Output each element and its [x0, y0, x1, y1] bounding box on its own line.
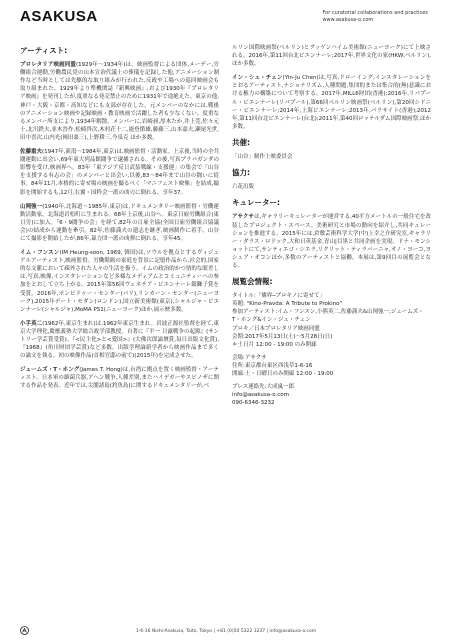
- artist-bio: (IM Heung-soon, 1969, 韓国)は,ソウルを拠点とするヴィジュアルアーティスト,映画監督。労働階級の家庭を背景に記憶作品から,社会的,国家的な文脈において疎外された人々の生活を扱う。イムの政治的かつ情的な眼差しは,写真,映像,インスタレーションなど多様なメディアムとコミュニティーへの参加をとおして立ち上がる。2015年第56回ヴェネチア・ビエンナーレ銀獅子賞を受賞。2016年,ポンピドゥー・センター(パリ),リンカーン・センター(ニューヨーク),2015年デート・モダン(ロンドン),国立新美術館(東京),シャルジャ・ビエンナーレ(シャルジャ),MoMA PS1(ニューヨーク)ほか,展示歴多数。: [20, 250, 220, 313]
- footer-address: 1-6-16 Nishi-Asakusa, Taito, Tokyo | +81 (0)50 5322 3237 | info@asakusa-o.com: [135, 629, 317, 634]
- artists-heading: アーティスト:: [20, 46, 68, 55]
- co-organizer-heading: 共催:: [232, 137, 250, 147]
- artist-name: 佐藤重夫: [20, 149, 43, 156]
- artist-entry: [20, 366, 219, 390]
- press-contact: プレス連絡先:大成嵐一郎: [232, 384, 294, 391]
- artist-entry: [20, 203, 219, 243]
- exhibition-artists: 参加アーティスト:イム・フンスン,小熊英二,佐藤満夫&山岡強一,ジェームズ・T・ホング&イン・ジュ・チェン: [232, 309, 424, 324]
- press-email[interactable]: info@asakusa-o.com: [232, 392, 290, 399]
- cooperation-heading: 協力:: [232, 168, 250, 178]
- exhibition-venue: 会場:アサクサ: [232, 354, 267, 361]
- artist-bio: (1962年,東京生まれ)は,1962年東京生まれ。岩波正源社監督を経て,東京大学理化,慶應義塾大学総合政学部教授。自著に『平一 日露戦争の起源』(サントリー学芸賞受賞)、『<民主化>と<愛国>』(大佛次郎論壇賞,毎日出版文化賞),『1968』(角川財団学芸賞)など多数。出版学理論新学者から映画作品まで多くの論文を執る。初の映像作品(首相官邸の前で)(2015年)を完成させた。: [20, 320, 219, 360]
- curator-bio: [232, 213, 431, 270]
- press-phone[interactable]: 090-6346-3232: [232, 400, 275, 407]
- artist-entry: [20, 61, 219, 142]
- exhibition-dates: 会期:2017年5月13日(土)〜5月28日(日): [232, 333, 333, 340]
- exhibition-english-title: 英題: "Kino-Pravda: A Tribute to Prokino": [232, 301, 342, 308]
- exhibition-opening-hours: 開廊:土・日曜日のみ開廊 12:00 - 19:00: [232, 371, 334, 377]
- artist-entry: [232, 74, 431, 131]
- right-column: [232, 44, 431, 413]
- artist-bio: (1940年,北海道〜1985年,東京)は,ドキュメンタリー映画監督・労働運動活動家。北海道岩松町に生まれる。68年上京後,山谷へ。東京日雇労働組合(東日労)に加入。「6・9闘争の会」を経て,82年の日雇全協(全国日雇労働組合協議会)の結成から運動を牽引。82年,佐藤満夫の遺志を継ぎ,映画制作に着手。山谷にて撮影を開始したが,86年,暴力団一派の凶弾に倒れる。享年45。: [20, 203, 219, 242]
- exhibition-title: タイトル:「燐界─プロキノに寄せて」: [232, 293, 325, 300]
- curator-heading: キュレーター:: [232, 198, 280, 208]
- artist-entry: [20, 320, 219, 360]
- artist-name: 山岡強一: [20, 203, 43, 210]
- cooperation-name: 六花出版: [232, 184, 255, 191]
- artist-name: ジェームズ・T・ホング: [20, 367, 80, 374]
- artist-name: イム・フンスン: [20, 250, 60, 257]
- asakusa-logo: ASAKUSA: [20, 8, 98, 25]
- tagline-website[interactable]: www.asakusa-o.com: [322, 17, 374, 23]
- artist-name: 小手英二: [20, 320, 43, 327]
- exhibition-info-list: [232, 292, 431, 407]
- continued-bio: ルリン国際映画祭(ベルリン)とグッゲンハイム美術館(ニューヨーク)にて上映される。2016年,第11回台北ビエンナーレ;2017年,世界文化の家(HKW,ベルリン),ほか多数。: [232, 45, 431, 68]
- curator-name: アサクサ: [232, 214, 254, 221]
- exhibition-info-heading: 展覧会情報:: [232, 277, 273, 287]
- co-organizer-list: [232, 153, 431, 161]
- left-column: [20, 47, 219, 397]
- exhibition-address: 住所:東京都台東区西浅草1-6-16: [232, 362, 313, 369]
- artist-bio: (1947年,新潟〜1984年,東京)は,映画監督・活動家。上京後,当時の全共闘運動に出会い,69年東大列品館闘争で逮捕される。その後,写真プラバガンダの影響を受け,映画界へ。83年「東アジア反日武装戦線・支援運」の集会で「山谷を支援する有志の会」のメンバーと出会い,以後,83〜84年まで山谷の闘いに従事。84年11月,本格的に寄せ場の映画を撮るべく「マニフェスト映像」を結成,撮影を開始するも,12月,右翼・国粋会一派の凶刃に倒れる。享年37。: [20, 149, 219, 196]
- co-organizer-name: 「山谷」制作上映委員会: [232, 154, 293, 161]
- artist-bio: (James T. Hong)は,台湾に拠点を置く映画監督・アーティスト。日本軍の細菌兵器,アヘン戦争,人種差別,またハイデガーやスピノザに関する作品を発表。近年では,尖閣諸島(釣魚島)に関するドキュメンタリーが,ベ: [20, 367, 219, 390]
- curator-text: は,ギャラリーキュレーターが運営する,40平方メートルの一般住宅を改装したプロジェクト・スペース。美術研究と市場の動向を紹介し,共同キュレーションを推進する。2015年には,倉敷芸術科学大学(中)上幸之介研究室,ギャラリー・ダラス・ロドック,大和日英基金,青山|目黒と共同企画を実現。ドナ・モンショットにて,サンティエゴ・シエラ,リクリット・ティラバーニャ,オノ・ヨーコ,ヨシュア・オコンほか,多数のアーティストと協働。本展は,第9回目の展覧会となる。: [232, 214, 432, 269]
- artist-entry: [20, 148, 219, 197]
- tagline-text: For curatorial collaborations and practices: [322, 10, 428, 16]
- artist-name: プロレタリア映画同盟: [20, 62, 76, 69]
- artist-bio: (Yin-Ju Chen)は,写真,ドローイング,インスタレーションをとおるアーティスト,ナショナリズム,人種問題,集団的または集合的(無)意識における権力の構築について考察する。2017年,MILL6財団(香港);2016年,リバプール・ビエンナーレ(リバプール),第66回ベルリン映画祭(ベルリン),第20回シドニー・ビエンナーレ;2014年,上海ビエンナーレ;2013年,パラサイト(香港);2012年,第11回台北ビエンナーレ(台北);2011年,第40回ロッテルダム国際映画祭,ほか多数。: [232, 75, 431, 130]
- artist-bio: (1929年〜1934年)は、映画監督による団体,メーデー,労働組合運動,労働農民党の山本宣治代議士の葬儀を記録した他,アニメーション制作など当時としては先駆的な取り組みが行われた,反政や工場への巡回映画会も取り組まれた。1929年より準機関誌『新興映画』,および1930年『プロレタリア映画』を発刊したが,度重なる発売禁止のために1931年で途絶えた。東京の他,神戸・大阪・京都・高知などにも支部が存在した。元メンバーのなかには,戦後のアニメーション映画や記録映画・教育映画で活躍した者も少なくない。度重なるメンバー所支により,1934年解散。メンバーに,岩崎昶,厚木たか,井上莞,佐々元十,北川鉄夫,並木晋作,松崎啓次,木村荘十二,能登節雄,藤藤三,山本嘉夫,瀬尾光世,田中喜次,山内光(岡田桑三),上野耕三,今泉克 ほか多数。: [20, 62, 220, 141]
- exhibition-artists-cont: プロキ／日本プロレタリア映画同盟: [232, 325, 320, 332]
- artist-name: イン・シュ・チェン: [232, 75, 283, 82]
- exhibition-hours-note: ＊土日月 12:00 - 19:00 のみ開廊: [232, 341, 317, 348]
- artist-entry: [20, 249, 219, 314]
- header-tagline: [322, 10, 428, 24]
- cooperation-list: [232, 183, 431, 191]
